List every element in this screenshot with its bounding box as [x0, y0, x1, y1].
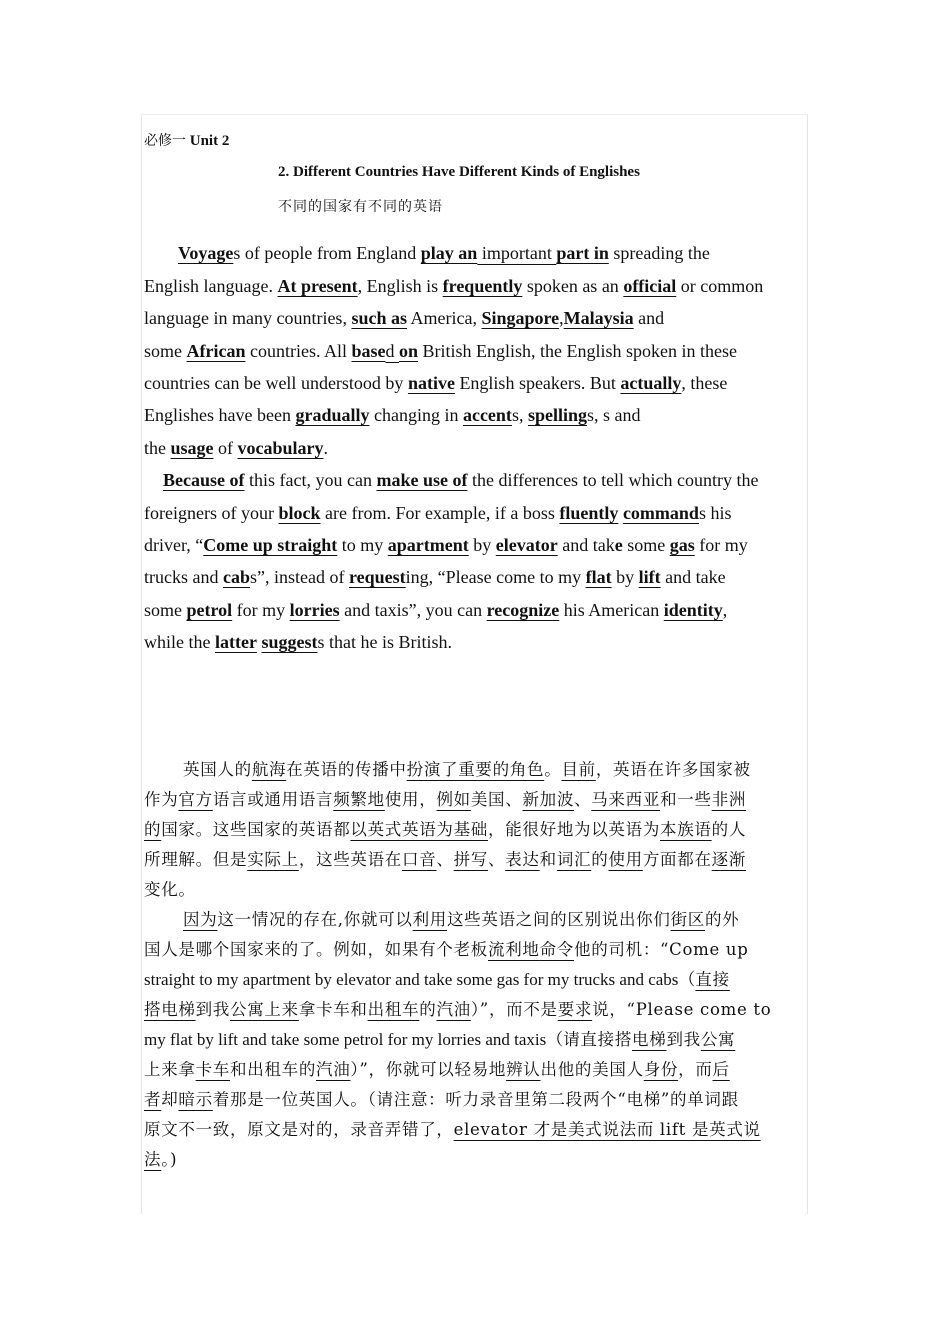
keyword: official	[623, 276, 677, 296]
en-p2-line-6: while the latter suggests that he is British.	[144, 632, 452, 652]
cn-p2-line-7: 者却暗示着那是一位英国人。（请注意：听力录音里第二段两个“电梯”的单词跟	[144, 1090, 739, 1109]
keyword: lorries	[289, 600, 340, 620]
keyword: native	[407, 373, 455, 393]
keyword: base	[351, 341, 386, 361]
en-p1-line-3: language in many countries, such as America, Singapore,Malaysia and	[144, 308, 665, 328]
cn-p2-line-5: my flat by lift and take some petrol for my lorries and taxis（请直接搭电梯到我公寓	[144, 1030, 736, 1049]
keyword: usage	[170, 438, 214, 458]
cn-p2-line-3: straight to my apartment by elevator and take some gas for my trucks and cabs（直接	[144, 970, 730, 989]
cn-p1-line-1: 英国人的航海在英语的传播中扮演了重要的角色。目前，英语在许多国家被	[183, 760, 751, 779]
keyword: Because of	[163, 470, 245, 490]
en-p1-line-6: Englishes have been gradually changing in accents, spellings, s and	[144, 405, 641, 425]
en-p2-line-3: driver, “Come up straight to my apartment by elevator and take some gas for my	[144, 535, 748, 555]
keyword: play an	[420, 243, 478, 263]
keyword: lift	[638, 567, 661, 587]
en-p1-line-5: countries can be well understood by native English speakers. But actually, these	[144, 373, 728, 393]
en-p2-line-2: foreigners of your block are from. For example, if a boss fluently commands his	[144, 503, 732, 523]
keyword: Malaysia	[563, 308, 634, 328]
cn-p1-line-3: 的国家。这些国家的英语都以英式英语为基础，能很好地为以英语为本族语的人	[144, 820, 747, 839]
keyword: latter	[214, 632, 257, 652]
keyword: frequently	[442, 276, 523, 296]
keyword: Singapore	[481, 308, 560, 328]
keyword: gas	[669, 535, 695, 555]
unit-cn: 必修一	[144, 133, 186, 149]
keyword: suggest	[261, 632, 318, 652]
en-p2-line-4: trucks and cabs”, instead of requesting, “Please come to my flat by lift and take	[144, 567, 726, 587]
en-p1-line-2: English language. At present, English is frequently spoken as an official or common	[144, 276, 764, 296]
en-p1-line-4: some African countries. All based on British English, the English spoken in these	[144, 341, 737, 361]
keyword: cab	[222, 567, 250, 587]
passage-title-en: 2. Different Countries Have Different Kinds of Englishes	[278, 164, 640, 180]
keyword: gradually	[295, 405, 370, 425]
cn-p2-line-2: 国人是哪个国家来的了。例如，如果有个老板流利地命令他的司机：“Come up	[144, 940, 749, 959]
en-p2-line-5: some petrol for my lorries and taxis”, you can recognize his American identity,	[144, 600, 728, 620]
keyword: apartment	[387, 535, 469, 555]
passage-title-cn: 不同的国家有不同的英语	[278, 199, 443, 215]
keyword: spelling	[527, 405, 587, 425]
en-p2-line-1: Because of this fact, you can make use of the differences to tell which country the	[163, 470, 759, 490]
keyword: elevator	[495, 535, 558, 555]
keyword: petrol	[186, 600, 233, 620]
keyword: At present	[277, 276, 358, 296]
keyword: block	[278, 503, 321, 523]
keyword: on	[399, 341, 419, 361]
keyword: such as	[351, 308, 407, 328]
cn-p1-line-4: 所理解。但是实际上，这些英语在口音、拼写、表达和词汇的使用方面都在逐渐	[144, 850, 747, 869]
en-p1-line-1: Voyages of people from England play an important part in spreading the	[178, 243, 710, 263]
keyword: command	[622, 503, 699, 523]
en-p1-line-7: the usage of vocabulary.	[144, 438, 329, 458]
cn-p1-line-5: 变化。	[144, 880, 196, 899]
unit-en: Unit 2	[189, 133, 230, 149]
cn-p2-line-9: 法。)	[144, 1150, 178, 1169]
keyword: Come up straight	[203, 535, 338, 555]
keyword: identity	[663, 600, 723, 620]
keyword: African	[186, 341, 246, 361]
keyword: vocabulary	[237, 438, 324, 458]
keyword: make use of	[376, 470, 468, 490]
keyword: request	[348, 567, 406, 587]
cn-p1-line-2: 作为官方语言或通用语言频繁地使用，例如美国、新加波、马来西亚和一些非洲	[144, 790, 747, 809]
keyword: fluently	[559, 503, 619, 523]
keyword: recognize	[486, 600, 560, 620]
cn-p2-line-4: 搭电梯到我公寓上来拿卡车和出租车的汽油）”，而不是要求说，“Please come to	[144, 1000, 772, 1019]
cn-p2-line-1: 因为这一情况的存在,你就可以利用这些英语之间的区别说出你们街区的外	[183, 910, 740, 929]
unit-heading	[144, 130, 229, 150]
keyword: actually	[620, 373, 682, 393]
keyword: part in	[556, 243, 609, 263]
cn-p2-line-8: 原文不一致，原文是对的，录音弄错了，elevator 才是美式说法而 lift 是英式说	[144, 1120, 761, 1139]
keyword: accent	[462, 405, 512, 425]
cn-p2-line-6: 上来拿卡车和出租车的汽油）”，你就可以轻易地辨认出他的美国人身份，而后	[144, 1060, 730, 1079]
keyword: Voyage	[178, 243, 234, 263]
keyword: flat	[585, 567, 612, 587]
